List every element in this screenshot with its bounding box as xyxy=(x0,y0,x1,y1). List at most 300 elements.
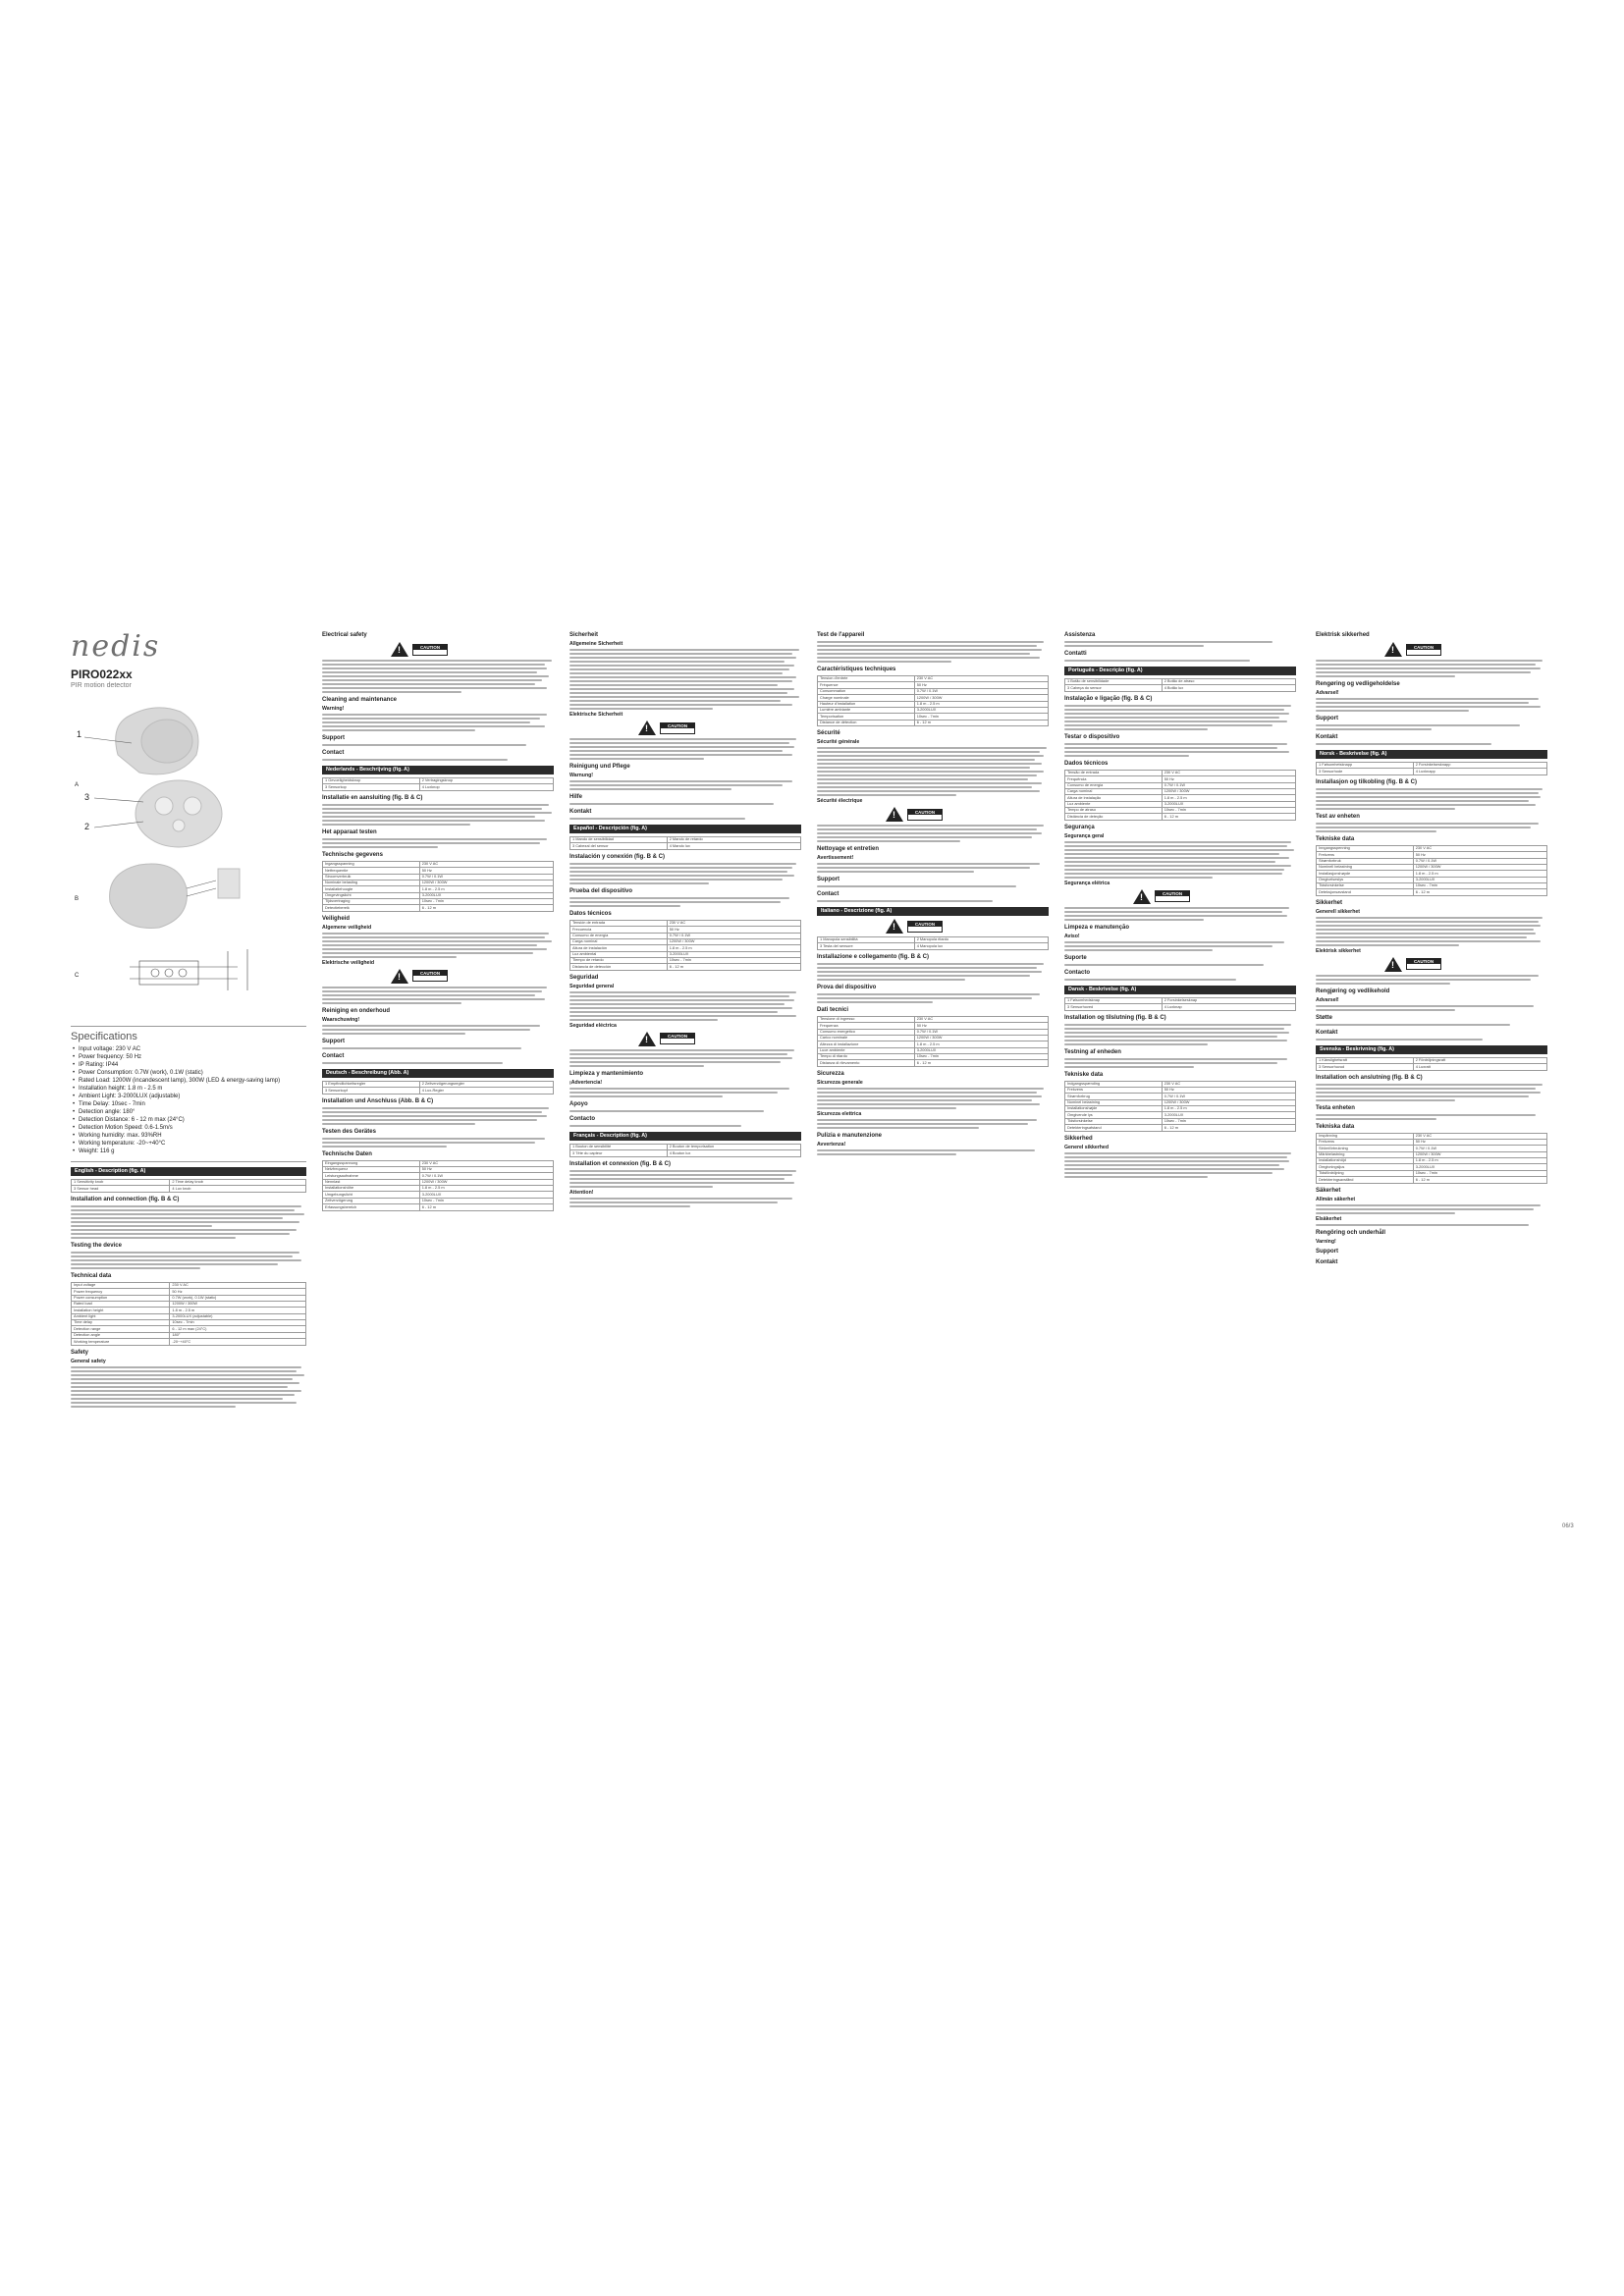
tech-cell: 50 Hz xyxy=(1413,1139,1546,1145)
tech-cell: Consumo energetico xyxy=(818,1029,915,1035)
tech-cell: Detection angle xyxy=(72,1332,170,1338)
column-1 xyxy=(71,628,306,1512)
tech-cell: 6 - 12 m xyxy=(1413,889,1546,895)
spec-item: • Rated Load: 1200W (incandescent lamp), 300W (LED & energy-saving lamp) xyxy=(71,1077,306,1085)
text-block xyxy=(322,1107,554,1125)
sub-heading: Advarsel! xyxy=(1316,690,1339,696)
sub-heading: Seguridad eléctrica xyxy=(569,1022,617,1029)
section-heading: Contact xyxy=(817,891,839,897)
column-6 xyxy=(1316,628,1547,1512)
tech-cell: Detectiebereik xyxy=(323,905,420,911)
tech-cell: Frequência xyxy=(1065,776,1163,782)
tech-cell: Consommation xyxy=(818,688,915,694)
tech-table xyxy=(569,920,801,971)
text-block xyxy=(569,991,801,1021)
tech-cell: 1.8 m - 2.5 m xyxy=(419,1186,553,1192)
caution-box xyxy=(1155,890,1190,902)
caution-label xyxy=(886,919,1049,934)
tech-cell: Netzfrequenz xyxy=(323,1166,420,1172)
caution-text: CAUTION xyxy=(661,723,694,728)
column-3 xyxy=(569,628,801,1512)
warning-triangle-icon xyxy=(886,919,903,934)
tech-cell: Stroomverbruik xyxy=(323,874,420,880)
section-heading: Sicurezza xyxy=(817,1070,844,1077)
section-heading: Contact xyxy=(322,750,345,756)
parts-cell: 3 Cabezal del sensor xyxy=(570,843,668,849)
section-bar-norwegian: Norsk - Beskrivelse (fig. A) xyxy=(1316,750,1547,759)
section-heading: Installation et connexion (fig. B & C) xyxy=(569,1160,672,1167)
parts-cell: 3 Testa del sensore xyxy=(818,943,915,949)
section-heading: Contatti xyxy=(1064,651,1087,657)
parts-cell: 2 Vertragingsknop xyxy=(419,778,553,784)
parts-cell: 2 Zeitverzögerungsregler xyxy=(419,1081,553,1087)
spec-item: • Power Consumption: 0.7W (work), 0.1W (static) xyxy=(71,1069,306,1077)
tech-cell: Consumo de energía xyxy=(570,933,668,938)
tech-cell: Leistungsaufnahme xyxy=(323,1173,420,1179)
sub-heading: Avvertenza! xyxy=(817,1141,846,1148)
text-block xyxy=(322,804,554,826)
figure-b-label: B xyxy=(75,896,80,902)
tech-cell: 1200W / 300W xyxy=(170,1301,306,1307)
spec-item: • Detection Distance: 6 - 12 m max (24°C) xyxy=(71,1116,306,1124)
tech-cell: Power consumption xyxy=(72,1295,170,1301)
section-heading: Installation och anslutning (fig. B & C) xyxy=(1316,1074,1423,1081)
tech-cell: 230 V AC xyxy=(1162,1081,1295,1087)
tech-cell: 1.8 m - 2.5 m xyxy=(1162,795,1295,801)
parts-cell: 2 Fördröjningsratt xyxy=(1413,1057,1546,1063)
tech-cell: Consumo de energia xyxy=(1065,782,1163,788)
sub-heading: Waarschuwing! xyxy=(322,1016,360,1023)
parts-cell: 3 Sensorhode xyxy=(1317,769,1414,774)
section-heading: Installasjon og tilkobling (fig. B & C) xyxy=(1316,778,1417,785)
tech-cell: Lumière ambiante xyxy=(818,707,915,713)
tech-table xyxy=(1064,770,1296,821)
parts-cell: 2 Botão de atraso xyxy=(1162,679,1295,685)
section-heading: Sikkerhet xyxy=(1316,899,1343,906)
tech-cell: 1.8 m - 2.5 m xyxy=(914,701,1048,707)
tech-cell: Ambient light xyxy=(72,1313,170,1319)
tech-cell: 10sec - 7min xyxy=(1413,883,1546,889)
warning-triangle-icon xyxy=(886,807,903,822)
specifications-title: Specifications xyxy=(71,1031,137,1042)
caution-label xyxy=(638,1032,801,1046)
text-block xyxy=(1316,1084,1547,1101)
parts-cell: 4 Luxratt xyxy=(1413,1064,1546,1070)
column-5 xyxy=(1064,628,1296,1512)
tech-cell: 3-2000LUX xyxy=(1413,877,1546,882)
section-heading: Testen des Gerätes xyxy=(322,1128,376,1135)
tech-cell: 1200W / 300W xyxy=(1162,788,1295,794)
tech-cell: Installation height xyxy=(72,1308,170,1313)
parts-table xyxy=(1064,678,1296,692)
tech-cell: 3-2000LUX xyxy=(419,892,553,898)
callout-3: 3 xyxy=(84,792,90,802)
tech-cell: 0.7W / 0.1W xyxy=(1162,1094,1295,1099)
tech-cell: Luz ambiental xyxy=(570,951,668,957)
tech-cell: 10sec - 7min xyxy=(1162,1118,1295,1124)
tech-cell: Deteksjonsavstand xyxy=(1317,889,1414,895)
tech-cell: Tidsforsinkelse xyxy=(1065,1118,1163,1124)
tech-cell: Installationshöjd xyxy=(1317,1158,1414,1164)
parts-table xyxy=(817,936,1049,950)
tech-cell: 6 - 12 m xyxy=(1413,1177,1546,1183)
warning-triangle-icon xyxy=(1384,957,1402,972)
tech-cell: 1200W / 300W xyxy=(1162,1099,1295,1105)
tech-cell: 3-2000LUX (adjustable) xyxy=(170,1313,306,1319)
section-heading: Installation and connection (fig. B & C) xyxy=(71,1196,180,1202)
section-heading: Installation og tilslutning (fig. B & C) xyxy=(1064,1014,1166,1021)
tech-cell: Installasjonshøyde xyxy=(1317,871,1414,877)
tech-table xyxy=(817,675,1049,726)
section-heading: Kontakt xyxy=(1316,1029,1338,1036)
caution-box xyxy=(412,970,448,982)
parts-cell: 2 Bouton de temporisation xyxy=(667,1144,800,1149)
tech-cell: Strømforbruk xyxy=(1317,858,1414,864)
caution-box xyxy=(660,722,695,734)
tech-cell: 1.8 m - 2.5 m xyxy=(170,1308,306,1313)
text-block xyxy=(1316,660,1547,677)
parts-cell: 1 Følsomhedsknap xyxy=(1065,997,1163,1003)
section-heading: Support xyxy=(1316,716,1338,721)
text-block xyxy=(1316,917,1547,946)
section-heading: Test av enheten xyxy=(1316,813,1360,820)
parts-cell: 3 Cabeça do sensor xyxy=(1065,685,1163,691)
tech-cell: 50 Hz xyxy=(914,1023,1048,1029)
warning-triangle-icon xyxy=(638,721,656,735)
tech-cell: 230 V AC xyxy=(1413,1133,1546,1139)
caution-box xyxy=(907,921,943,933)
manual-sheet xyxy=(71,628,1312,1512)
parts-cell: 1 Manopola sensibilità xyxy=(818,937,915,943)
tech-cell: Installationshøjde xyxy=(1065,1106,1163,1112)
sub-heading: Varning! xyxy=(1316,1238,1336,1245)
section-heading: Dados técnicos xyxy=(1064,760,1109,767)
tech-cell: 3-2000LUX xyxy=(1413,1164,1546,1170)
parts-cell: 1 Empfindlichkeitsregler xyxy=(323,1081,420,1087)
section-heading: Kontakt xyxy=(1316,734,1338,740)
sub-heading: Generell sikkerhet xyxy=(1316,908,1360,915)
tech-cell: Eingangsspannung xyxy=(323,1160,420,1166)
section-heading: Nettoyage et entretien xyxy=(817,846,880,852)
tech-cell: 6 - 12 m xyxy=(1162,1125,1295,1131)
tech-cell: Tensión de entrada xyxy=(570,920,668,926)
parts-table xyxy=(1316,1057,1547,1071)
section-heading: Installazione e collegamento (fig. B & C) xyxy=(817,953,930,960)
tech-cell: Tempo de atraso xyxy=(1065,808,1163,814)
tech-cell: Omgevingslicht xyxy=(323,892,420,898)
tech-cell: 50 Hz xyxy=(667,927,800,933)
tech-cell: Nennlast xyxy=(323,1179,420,1185)
spec-item: • Time Delay: 10sec - 7min xyxy=(71,1100,306,1108)
tech-cell: 1.8 m - 2.5 m xyxy=(914,1041,1048,1047)
parts-cell: 2 Forsinkelsesknap xyxy=(1162,997,1295,1003)
text-block xyxy=(569,1049,801,1067)
tech-cell: 10sec - 7min xyxy=(1162,808,1295,814)
tech-cell: 3-2000LUX xyxy=(1162,801,1295,807)
parts-cell: 4 Lux-Regler xyxy=(419,1088,553,1094)
tech-cell: Detekteringsavstånd xyxy=(1317,1177,1414,1183)
sub-heading: Avertissement! xyxy=(817,855,854,861)
spec-item: • Detection Motion Speed: 0.6-1.5m/s xyxy=(71,1124,306,1132)
caution-label xyxy=(391,642,554,657)
tech-cell: 1.8 m - 2.5 m xyxy=(667,945,800,951)
section-heading: Reiniging en onderhoud xyxy=(322,1007,390,1014)
caution-text: CAUTION xyxy=(908,922,942,927)
tech-cell: 3-2000LUX xyxy=(914,1047,1048,1053)
parts-cell: 4 Botão lux xyxy=(1162,685,1295,691)
tech-cell: 50 Hz xyxy=(914,682,1048,688)
tech-cell: Working temperature xyxy=(72,1339,170,1345)
section-heading: Installatie en aansluiting (fig. B & C) xyxy=(322,794,423,801)
section-heading: Säkerhet xyxy=(1316,1187,1341,1194)
section-heading: Kontakt xyxy=(569,809,592,815)
tech-cell: 50 Hz xyxy=(1413,852,1546,858)
parts-cell: 4 Lux knob xyxy=(170,1186,306,1192)
tech-cell: Tijdsvertraging xyxy=(323,899,420,905)
section-bar-swedish: Svenska - Beskrivning (fig. A) xyxy=(1316,1045,1547,1054)
tech-table xyxy=(1316,845,1547,896)
sub-heading: Elektrisk sikkerhet xyxy=(1316,947,1361,954)
tech-cell: Hauteur d'installation xyxy=(818,701,915,707)
product-figure xyxy=(71,696,306,1020)
tech-cell: 1200W / 300W xyxy=(1413,864,1546,870)
tech-cell: Ingangsspanning xyxy=(323,861,420,867)
tech-table xyxy=(1316,1133,1547,1184)
caution-text: CAUTION xyxy=(1407,959,1440,964)
section-heading: Limpeza e manutenção xyxy=(1064,924,1130,931)
caution-box xyxy=(907,809,943,821)
spec-item: • Working temperature: -20~+40°C xyxy=(71,1140,306,1148)
sub-heading: Sicurezza elettrica xyxy=(817,1110,862,1117)
tech-cell: Distância de deteção xyxy=(1065,814,1163,820)
section-heading: Technische gegevens xyxy=(322,851,383,858)
tech-cell: 230 V AC xyxy=(914,676,1048,682)
tech-cell: Nominell belastning xyxy=(1317,864,1414,870)
parts-cell: 3 Sensorhoved xyxy=(1065,1004,1163,1010)
spec-item: • Ambient Light: 3-2000LUX (adjustable) xyxy=(71,1093,306,1100)
parts-cell: 4 Luxknapp xyxy=(1413,769,1546,774)
section-heading: Støtte xyxy=(1316,1014,1332,1021)
sub-heading: Sécurité électrique xyxy=(817,798,863,804)
caution-label xyxy=(1384,957,1547,972)
section-heading: Testing the device xyxy=(71,1242,122,1249)
parts-cell: 2 Manopola ritardo xyxy=(914,937,1048,943)
section-heading: Hilfe xyxy=(569,794,583,800)
tech-cell: 50 Hz xyxy=(419,868,553,874)
tech-cell: Temporisation xyxy=(818,714,915,720)
tech-cell: Frekvens xyxy=(1065,1087,1163,1093)
section-heading: Instalación y conexión (fig. B & C) xyxy=(569,853,666,860)
spec-item: • Detection angle: 180° xyxy=(71,1108,306,1116)
sub-heading: Elektrische veiligheid xyxy=(322,959,375,966)
section-heading: Prueba del dispositivo xyxy=(569,887,633,894)
tech-cell: Frekvens xyxy=(1317,1139,1414,1145)
callout-1: 1 xyxy=(77,729,82,739)
tech-cell: Tiempo de retardo xyxy=(570,958,668,964)
sub-heading: Sicurezza generale xyxy=(817,1079,863,1086)
caution-label xyxy=(886,807,1049,822)
tech-cell: 6 - 12 m max (24°C) xyxy=(170,1326,306,1332)
figure-a-label: A xyxy=(75,782,80,788)
figure-c-label: C xyxy=(75,973,80,979)
parts-cell: 2 Mando de retardo xyxy=(667,837,800,843)
warning-triangle-icon xyxy=(1133,889,1151,904)
section-heading: Contacto xyxy=(569,1115,595,1122)
sub-heading: Advarsel! xyxy=(1316,996,1339,1003)
text-block xyxy=(1064,1024,1296,1045)
tech-cell: Omgivende lys xyxy=(1065,1112,1163,1118)
tech-cell: 10sec - 7min xyxy=(419,899,553,905)
parts-cell: 1 Känslighetsratt xyxy=(1317,1057,1414,1063)
parts-cell: 1 Mando de sensibilidad xyxy=(570,837,668,843)
spec-item: • Weight: 116 g xyxy=(71,1148,306,1155)
section-heading: Support xyxy=(1316,1248,1338,1255)
tech-cell: 50 Hz xyxy=(1162,1087,1295,1093)
tech-cell: 6 - 12 m xyxy=(667,964,800,970)
tech-cell: 180° xyxy=(170,1332,306,1338)
parts-cell: 3 Sensorkop xyxy=(323,784,420,790)
tech-cell: 230 V AC xyxy=(1413,845,1546,851)
tech-cell: 10sec - 7min xyxy=(914,714,1048,720)
tech-cell: 1.8 m - 2.5 m xyxy=(1413,871,1546,877)
tech-cell: 0.7W / 0.1W xyxy=(1413,1146,1546,1151)
tech-cell: 1200W / 300W xyxy=(914,1035,1048,1041)
tech-cell: 1.8 m - 2.5 m xyxy=(419,886,553,892)
text-block xyxy=(322,660,554,693)
parts-cell: 4 Luxknap xyxy=(1162,1004,1295,1010)
section-bar-italian: Italiano - Descrizione (fig. A) xyxy=(817,907,1049,916)
section-heading: Apoyo xyxy=(569,1100,588,1107)
text-block xyxy=(569,1170,801,1188)
parts-cell: 1 Botão de sensibilidade xyxy=(1065,679,1163,685)
tech-cell: Carga nominal xyxy=(570,938,668,944)
tech-cell: Luz ambiente xyxy=(1065,801,1163,807)
section-heading: Sécurité xyxy=(817,730,840,736)
text-block xyxy=(817,825,1049,842)
caution-text: CAUTION xyxy=(1156,891,1189,896)
section-heading: Suporte xyxy=(1064,954,1087,961)
tech-cell: Carga nominal xyxy=(1065,788,1163,794)
tech-cell: Nominale belasting xyxy=(323,880,420,885)
section-heading: Support xyxy=(322,1038,345,1044)
warning-triangle-icon xyxy=(1384,642,1402,657)
tech-cell: Installationshöhe xyxy=(323,1186,420,1192)
tech-cell: Detection range xyxy=(72,1326,170,1332)
tech-table xyxy=(322,1160,554,1211)
tech-table xyxy=(71,1282,306,1346)
caution-text: CAUTION xyxy=(908,810,942,815)
tech-cell: Tension d'entrée xyxy=(818,676,915,682)
text-block xyxy=(817,963,1049,981)
tech-cell: Altura de instalación xyxy=(570,945,668,951)
section-heading: Cleaning and maintenance xyxy=(322,697,398,703)
callout-2: 2 xyxy=(84,822,90,831)
tech-cell: Charge nominale xyxy=(818,695,915,701)
parts-table xyxy=(1064,997,1296,1011)
text-block xyxy=(322,838,554,848)
tech-cell: Tidsforsinkelse xyxy=(1317,883,1414,889)
tech-cell: Frekvens xyxy=(1317,852,1414,858)
section-heading: Contacto xyxy=(1064,969,1090,976)
parts-cell: 1 Følsomhetsknapp xyxy=(1317,763,1414,769)
tech-cell: 50 Hz xyxy=(170,1289,306,1295)
spec-item: • IP Rating: IP44 xyxy=(71,1061,306,1069)
tech-cell: 6 - 12 m xyxy=(914,720,1048,725)
text-block xyxy=(71,1366,306,1408)
spec-item: • Power frequency: 50 Hz xyxy=(71,1053,306,1061)
section-bar-portuguese: Português - Descrição (fig. A) xyxy=(1064,667,1296,675)
parts-cell: 3 Tête du capteur xyxy=(570,1150,668,1156)
tech-cell: Tensão de entrada xyxy=(1065,770,1163,775)
parts-cell: 4 Mando lux xyxy=(667,843,800,849)
section-heading: Reinigung und Pflege xyxy=(569,764,630,770)
tech-cell: 10sec - 7min xyxy=(170,1320,306,1326)
tech-cell: 0.7W / 0.1W xyxy=(914,688,1048,694)
tech-cell: Umgebungslicht xyxy=(323,1192,420,1198)
text-block xyxy=(1064,705,1296,730)
section-heading: Installation und Anschluss (Abb. B & C) xyxy=(322,1097,434,1104)
sub-heading: Warning! xyxy=(322,706,345,712)
section-heading: Instalação e ligação (fig. B & C) xyxy=(1064,695,1153,702)
parts-table xyxy=(322,777,554,791)
tech-cell: Luce ambiente xyxy=(818,1047,915,1053)
parts-cell: 4 Luxknop xyxy=(419,784,553,790)
section-heading: Tekniska data xyxy=(1316,1123,1355,1130)
section-heading: Sicherheit xyxy=(569,632,599,638)
tech-cell: 10sec - 7min xyxy=(1413,1170,1546,1176)
tech-cell: Altura de instalação xyxy=(1065,795,1163,801)
spec-item: • Input voltage: 230 V AC xyxy=(71,1045,306,1053)
sub-heading: Elsäkerhet xyxy=(1316,1215,1342,1222)
text-block xyxy=(322,714,554,731)
text-block xyxy=(322,933,554,958)
section-heading: Het apparaat testen xyxy=(322,828,377,835)
sub-heading: Attention! xyxy=(569,1189,594,1196)
section-bar-german: Deutsch - Beschreibung (Abb. A) xyxy=(322,1069,554,1078)
brand-logo: nedis xyxy=(71,629,161,664)
tech-cell: 0.7W / 0.1W xyxy=(1162,782,1295,788)
section-bar-english: English - Description (fig. A) xyxy=(71,1167,306,1176)
tech-cell: Altezza di installazione xyxy=(818,1041,915,1047)
tech-cell: Carico nominale xyxy=(818,1035,915,1041)
tech-cell: Nominel belastning xyxy=(1065,1099,1163,1105)
parts-cell: 4 Manopola lux xyxy=(914,943,1048,949)
tech-cell: 10sec - 7min xyxy=(419,1198,553,1203)
tech-cell: 1200W / 300W xyxy=(667,938,800,944)
tech-cell: 10sec - 7min xyxy=(667,958,800,964)
tech-cell: 230 V AC xyxy=(170,1282,306,1288)
section-heading: Veiligheid xyxy=(322,915,351,922)
section-bar-spanish: Español - Descripción (fig. A) xyxy=(569,825,801,833)
text-block xyxy=(71,1205,306,1239)
section-heading: Safety xyxy=(71,1349,89,1356)
sub-heading: Generel sikkerhed xyxy=(1064,1144,1109,1150)
tech-cell: 1.8 m - 2.5 m xyxy=(1162,1106,1295,1112)
parts-cell: 4 Bouton lux xyxy=(667,1150,800,1156)
parts-cell: 3 Sensorkopf xyxy=(323,1088,420,1094)
tech-cell: 3-2000LUX xyxy=(914,707,1048,713)
column-2 xyxy=(322,628,554,1512)
tech-table xyxy=(1064,1081,1296,1132)
tech-cell: 3-2000LUX xyxy=(419,1192,553,1198)
spec-item: • Installation height: 1.8 m - 2.5 m xyxy=(71,1085,306,1093)
tech-cell: Tensione di ingresso xyxy=(818,1016,915,1022)
text-block xyxy=(71,1252,306,1269)
tech-cell: 230 V AC xyxy=(914,1016,1048,1022)
section-heading: Assistenza xyxy=(1064,632,1096,638)
text-block xyxy=(817,747,1049,796)
tech-cell: Strömförbrukning xyxy=(1317,1146,1414,1151)
